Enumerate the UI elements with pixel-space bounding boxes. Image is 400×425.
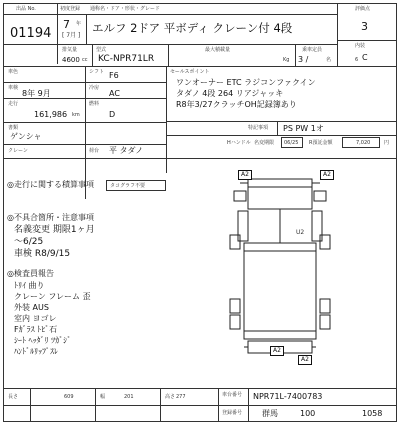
year-unit: 年	[76, 21, 82, 27]
displacement: 4600	[62, 56, 80, 64]
inspection-label: 車検	[8, 85, 19, 91]
month-value: [ 7月 ]	[62, 32, 81, 39]
chassis-label: 車台番号	[222, 392, 243, 398]
mileage-unit: km	[72, 112, 80, 118]
ac-label: 冷房	[89, 85, 100, 91]
mileage-note-title: ◎走行に関する積算事項	[7, 180, 94, 189]
shift-label: シフト	[89, 69, 105, 75]
lot-number: 01194	[10, 26, 52, 41]
damage-mark: A2	[298, 355, 312, 365]
registration-number: 1058	[362, 409, 383, 418]
crane-label: クレーン	[8, 148, 28, 154]
inspector-title: ◎検査員報告	[7, 269, 54, 278]
capacity-label: 乗車定員	[302, 47, 323, 53]
displacement-label: 排気量	[62, 47, 78, 53]
expiry-value: 06/25	[284, 140, 299, 146]
ac-value: AC	[109, 89, 120, 98]
defect-line: 車検 R8/9/15	[14, 249, 71, 259]
equipment-label: 特記事項	[248, 125, 269, 131]
recycle-label: R預託金額	[309, 140, 333, 146]
width-value: 201	[124, 394, 134, 400]
tacho-label: タコグラフ不要	[110, 183, 146, 189]
score-value: 3	[361, 20, 368, 33]
inspector-line: ｼｰﾄ ﾍｯﾀﾞﾘ ﾂｶﾞｼﾞ	[14, 336, 72, 345]
region-value: 群馬	[262, 409, 278, 418]
inspector-line: クレーン フレーム 歪	[14, 292, 91, 301]
defects-title: ◎不具合箇所・注意事項	[7, 213, 94, 222]
interior-label: 内装	[355, 43, 366, 49]
year-label: 初度登録	[60, 6, 81, 12]
doc-label: 書類	[8, 125, 19, 131]
length-value: 609	[64, 394, 74, 400]
recycle-value: 7,020	[356, 140, 371, 146]
selling-point-line: タダノ 4段 264 リアジャッキ	[176, 89, 284, 98]
inspection-value: 8年 9月	[22, 89, 51, 98]
length-label: 長さ	[8, 394, 19, 400]
damage-mark: A2	[238, 170, 252, 180]
capacity-unit: 名	[326, 57, 332, 63]
selling-points-label: セールスポイント	[170, 69, 210, 75]
load-bed-label: 荷台	[89, 148, 100, 154]
color-label: 車色	[8, 69, 19, 75]
shift-value: F6	[109, 71, 119, 80]
load-label: 最大積載量	[205, 47, 231, 53]
inspector-line: 外装 AUS	[14, 303, 49, 312]
damage-mark: U2	[296, 229, 305, 236]
height-value: 277	[176, 394, 186, 400]
fuel-label: 燃料	[89, 101, 100, 107]
hist-value: 6	[355, 57, 359, 63]
handle-label: Hハンドル	[227, 140, 251, 146]
selling-point-line: ワンオーナー ETC ラジコンファクイン	[176, 78, 316, 87]
chassis-value: NPR71L-7400783	[253, 392, 323, 401]
height-label: 高さ	[165, 394, 176, 400]
defect-line: 〜6/25	[14, 237, 44, 247]
mileage-label: 走行	[8, 101, 19, 107]
recycle-unit: 円	[384, 140, 390, 146]
truck-damage-diagram	[220, 165, 340, 365]
model-value: KC-NPR71LR	[98, 54, 155, 64]
displacement-unit: cc	[82, 57, 88, 63]
damage-mark: A2	[270, 346, 284, 356]
width-label: 幅	[100, 394, 106, 400]
inspector-line: 室内 ヨゴレ	[14, 314, 57, 323]
damage-mark: A2	[320, 170, 334, 180]
defect-line: 名義変更 期限1ヶ月	[14, 225, 95, 235]
mileage-value: 161,986	[34, 110, 68, 119]
class-number: 100	[300, 409, 316, 418]
capacity-value: 3 /	[298, 55, 309, 64]
fuel-value: D	[109, 110, 116, 119]
car-name: エルフ 2ドア 平ボディ クレーン付 4段	[92, 21, 293, 35]
doc-value: ゲンシャ	[10, 132, 42, 141]
load-unit: Kg	[283, 57, 290, 63]
score-label: 評価点	[355, 6, 371, 12]
region-label: 登録番号	[222, 410, 243, 416]
inspector-line: ﾊﾝﾄﾞﾙﾘｯﾌﾟｽﾚ	[14, 347, 58, 356]
lot-label: 出品 No.	[16, 6, 36, 12]
inspector-line: Fｶﾞﾗｽ ﾄﾋﾞ石	[14, 325, 58, 334]
year-value: 7	[63, 18, 70, 31]
load-bed-value: 平 タダノ	[109, 146, 144, 155]
model-label: 型式	[96, 47, 107, 53]
expiry-label: 名変期限	[254, 140, 275, 146]
selling-point-line: R8年3/27クラッチOH記録簿あり	[176, 100, 297, 109]
inspector-line: ﾄﾘｲ 曲り	[14, 281, 45, 290]
equipment-value: PS PW 1オ	[283, 124, 324, 133]
interior-score: C	[362, 53, 368, 62]
grade-label: 通称名・ドア・形状・グレード	[90, 6, 160, 12]
